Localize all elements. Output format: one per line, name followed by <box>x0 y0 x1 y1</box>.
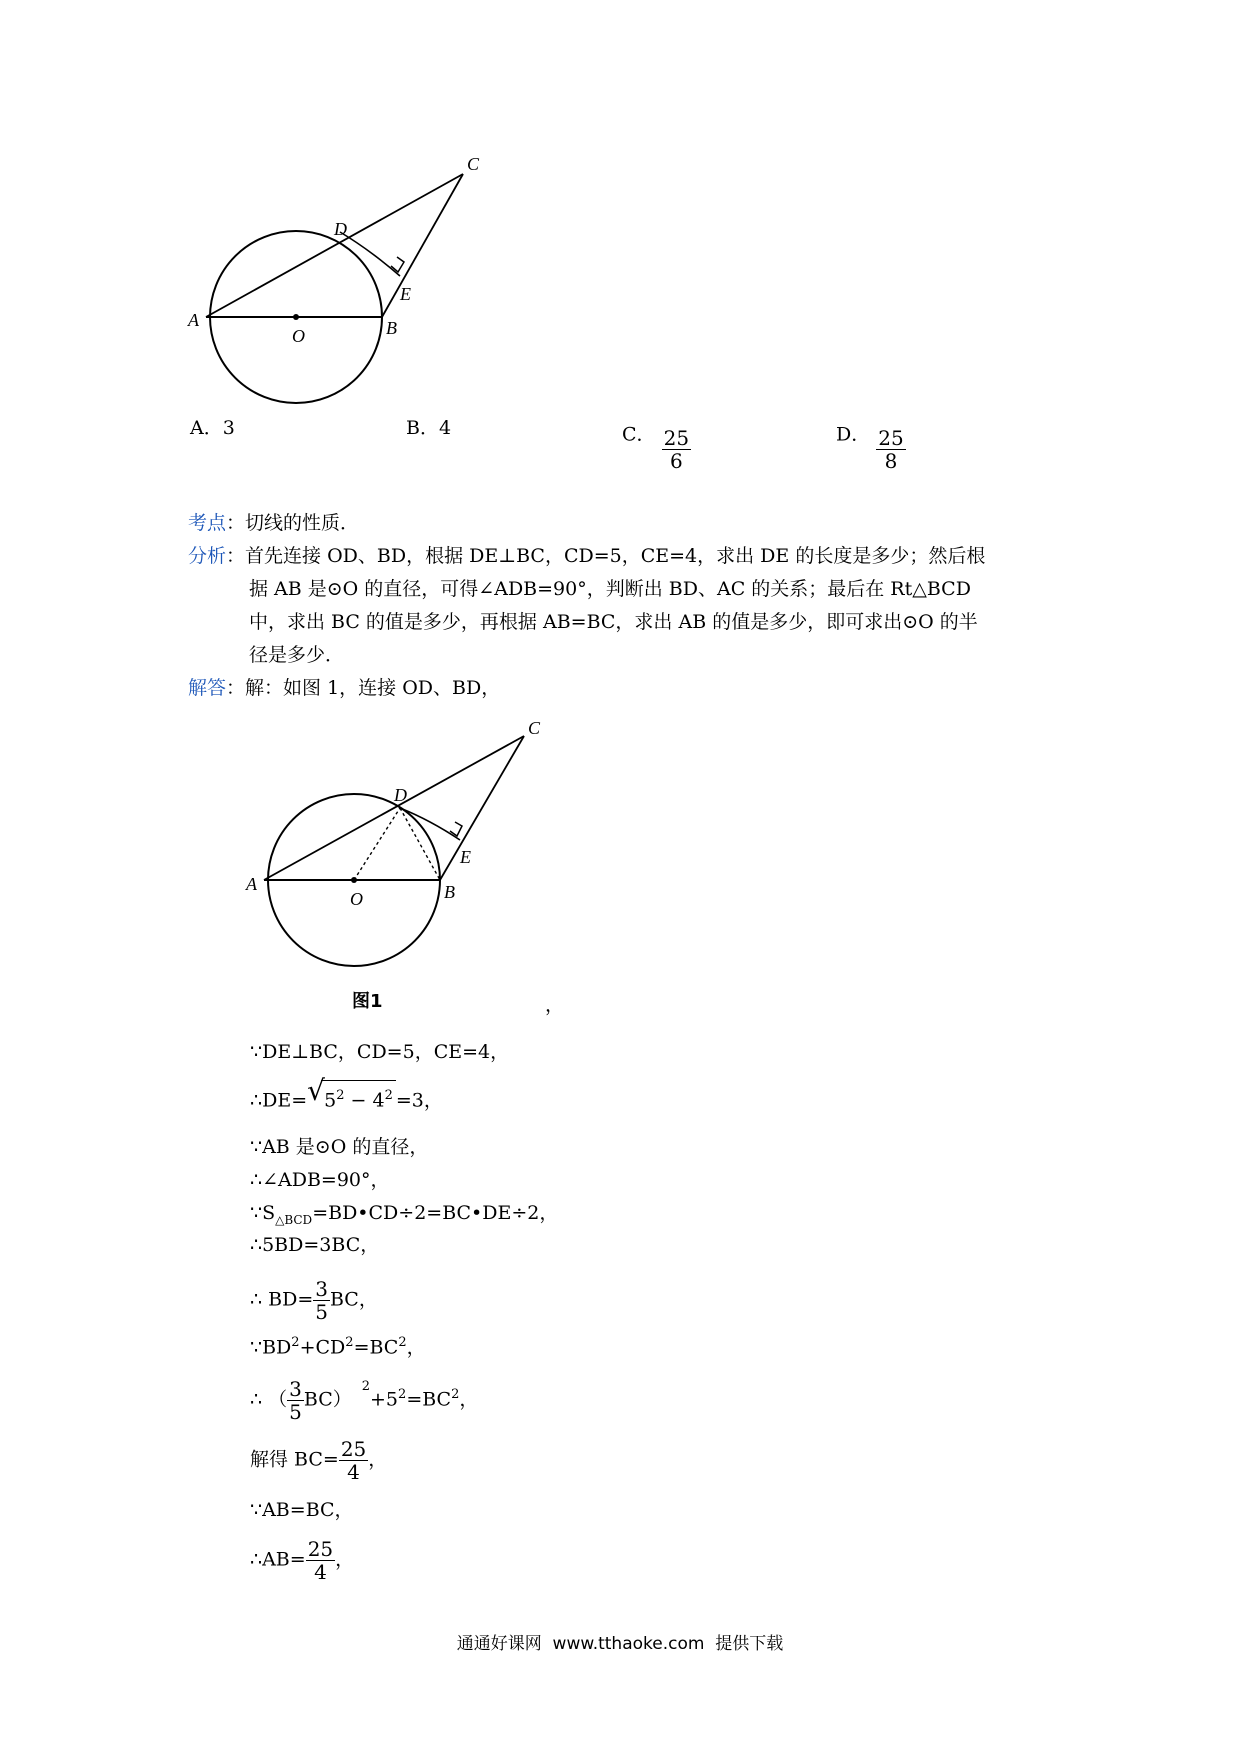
step-9-d: ， <box>459 1388 479 1411</box>
step-7-suffix: BC， <box>329 1288 378 1311</box>
figure-caption: 图1 <box>352 991 383 1012</box>
jieda-colon: ： <box>226 677 246 699</box>
step-10 <box>250 1438 387 1483</box>
fig2-label-b: B <box>444 882 455 902</box>
step-7 <box>250 1278 378 1323</box>
step-2 <box>250 1074 443 1115</box>
step-6: ∴5BD=3BC， <box>250 1234 380 1256</box>
option-c-fraction <box>662 427 691 472</box>
step-12 <box>250 1538 354 1583</box>
step-8-b: +CD <box>299 1336 346 1359</box>
step-10-prefix: 解得 BC= <box>250 1448 339 1471</box>
step-10-fraction <box>339 1438 368 1483</box>
radicand <box>321 1080 396 1115</box>
fenxi-colon: ： <box>226 545 246 567</box>
step-10-numerator: 25 <box>340 1437 367 1461</box>
step-9-exp-1: 2 <box>361 1379 371 1395</box>
step-9-exp-3: 2 <box>451 1387 460 1403</box>
option-d-letter: D． <box>836 423 871 446</box>
figure-trailing-comma: ， <box>545 994 565 1016</box>
step-5-suffix: =BD•CD÷2=BC•DE÷2， <box>312 1202 559 1224</box>
sqrt-expression <box>307 1074 396 1115</box>
option-d <box>836 413 906 473</box>
step-1: ∵DE⊥BC，CD=5，CE=4， <box>250 1041 510 1063</box>
fenxi-label: 分析 <box>188 545 227 567</box>
footer-text: 通通好课网 www.tthaoke.com 提供下载 <box>456 1634 784 1654</box>
step-12-denominator: 4 <box>314 1560 327 1584</box>
option-b-letter: B． <box>406 417 439 439</box>
kaodian-line <box>188 508 359 538</box>
step-10-denominator: 4 <box>347 1460 360 1484</box>
step-9-prefix: ∴ （ <box>250 1388 288 1411</box>
option-b <box>406 413 451 443</box>
fenxi-line-1 <box>188 541 985 571</box>
fenxi-line-2: 据 AB 是⊙O 的直径，可得∠ADB=90°，判断出 BD、AC 的关系；最后在 Rt△BCD <box>249 578 971 600</box>
fenxi-line-4: 径是多少． <box>249 644 345 666</box>
step-8-a: ∵BD <box>250 1336 292 1359</box>
step-12-fraction <box>306 1538 335 1583</box>
step-4: ∴∠ADB=90°， <box>250 1169 390 1191</box>
label-o: O <box>292 326 305 346</box>
label-c: C <box>467 154 480 174</box>
label-a: A <box>188 310 199 330</box>
fenxi-line-3: 中，求出 BC 的值是多少，再根据 AB=BC，求出 AB 的值是多少，即可求出⊙O 的半 <box>249 611 978 633</box>
fenxi-text-1: 首先连接 OD、BD，根据 DE⊥BC，CD=5，CE=4，求出 DE 的长度是多少；然后根 <box>245 545 986 567</box>
kaodian-text: 切线的性质． <box>245 512 360 534</box>
option-d-denominator: 8 <box>884 449 898 473</box>
option-c-letter: C． <box>622 423 656 446</box>
label-b: B <box>386 318 397 338</box>
step-9-mid: BC） <box>303 1388 352 1411</box>
step-12-prefix: ∴AB= <box>250 1548 306 1571</box>
step-8-d: ， <box>406 1336 426 1359</box>
jieda-line <box>188 673 500 703</box>
step-9-fraction <box>287 1378 304 1423</box>
step-9-exp-2: 2 <box>398 1387 407 1403</box>
jieda-label: 解答 <box>188 677 227 699</box>
option-b-value: 4 <box>438 417 452 439</box>
step-8 <box>250 1328 426 1362</box>
option-a-value: 3 <box>222 417 235 439</box>
option-d-numerator: 25 <box>878 426 904 450</box>
step-12-suffix: ， <box>335 1548 355 1571</box>
step-9 <box>250 1378 478 1423</box>
kaodian-colon: ： <box>226 512 246 534</box>
step-8-c: =BC <box>353 1336 399 1359</box>
step-7-numerator: 3 <box>315 1277 328 1301</box>
step-8-exp-2: 2 <box>345 1335 354 1350</box>
step-9-numerator: 3 <box>289 1377 302 1401</box>
step-12-numerator: 25 <box>307 1537 334 1561</box>
option-a <box>190 413 235 443</box>
step-7-prefix: ∴ BD= <box>250 1288 314 1311</box>
fig2-label-o: O <box>350 889 363 909</box>
step-9-b: +5 <box>370 1388 399 1411</box>
fig2-label-c: C <box>528 718 541 738</box>
option-a-letter: A． <box>190 417 223 439</box>
radical-sign: √ <box>307 1074 325 1107</box>
solution-figure <box>240 700 560 980</box>
fig2-label-e: E <box>460 847 471 867</box>
option-c-denominator: 6 <box>669 449 683 473</box>
option-c-numerator: 25 <box>663 426 690 450</box>
radicand-exp-b: 2 <box>384 1088 393 1103</box>
step-10-suffix: ， <box>368 1448 388 1471</box>
step-2-suffix: =3， <box>395 1089 443 1112</box>
fig2-label-a: A <box>246 874 257 894</box>
radicand-minus-b: − 4 <box>344 1089 385 1112</box>
jieda-text: 解：如图 1，连接 OD、BD， <box>245 677 501 699</box>
step-7-fraction <box>313 1278 330 1323</box>
radicand-base-a: 5 <box>324 1089 337 1112</box>
step-2-prefix: ∴DE= <box>250 1089 308 1112</box>
fig2-label-d: D <box>394 785 407 805</box>
label-d: D <box>334 219 347 239</box>
step-8-exp-3: 2 <box>398 1335 407 1350</box>
step-9-c: =BC <box>406 1388 452 1411</box>
step-11: ∵AB=BC， <box>250 1499 354 1521</box>
step-9-denominator: 5 <box>289 1400 302 1424</box>
step-5-subscript: △BCD <box>275 1212 313 1227</box>
option-d-fraction <box>876 427 905 472</box>
option-c <box>622 413 691 473</box>
step-8-exp-1: 2 <box>291 1335 300 1350</box>
step-3: ∵AB 是⊙O 的直径， <box>250 1136 429 1158</box>
step-7-denominator: 5 <box>315 1300 328 1324</box>
label-e: E <box>400 284 411 304</box>
step-5-prefix: ∵S <box>250 1202 276 1224</box>
kaodian-label: 考点 <box>188 512 227 534</box>
problem-figure <box>180 140 500 420</box>
radicand-exp-a: 2 <box>336 1088 345 1103</box>
